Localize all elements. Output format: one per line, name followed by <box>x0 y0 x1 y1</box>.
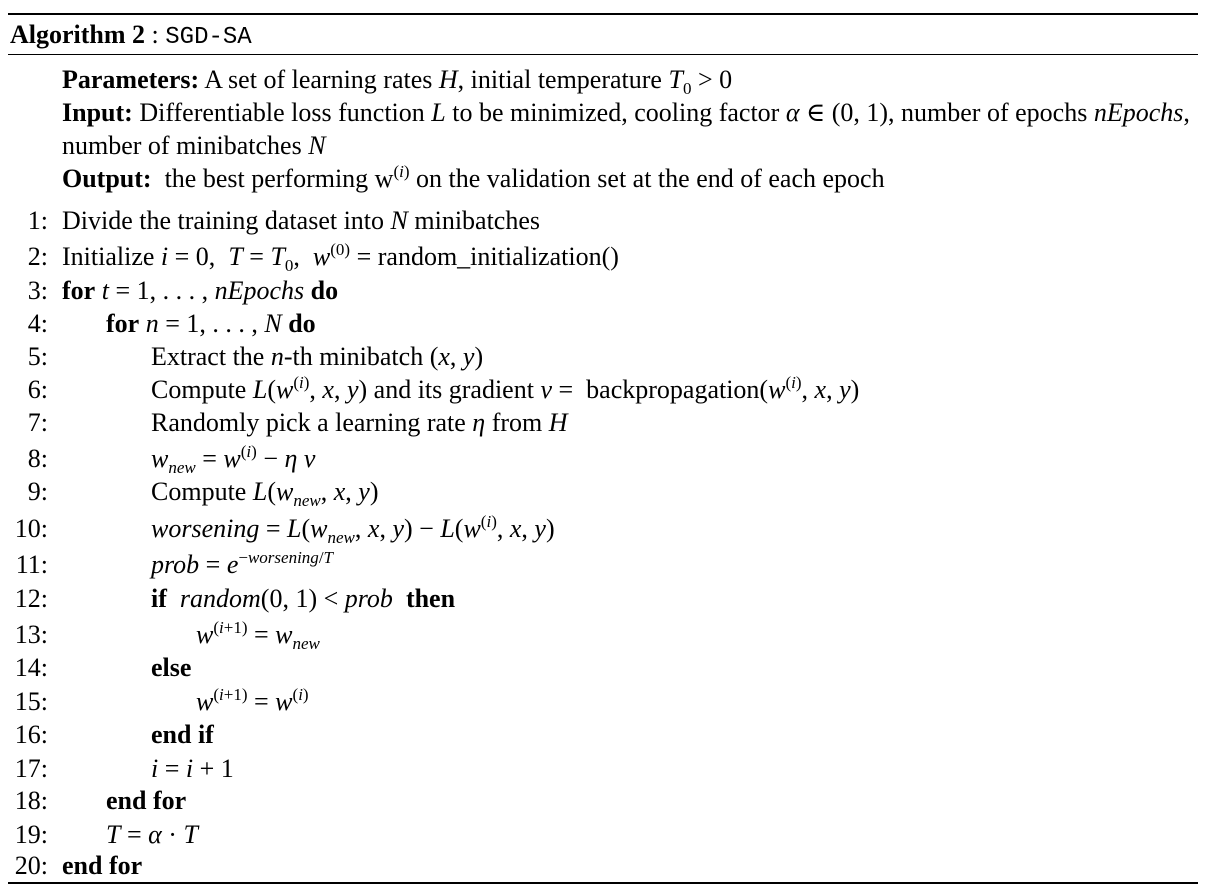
line-code: Randomly pick a learning rate η from H <box>151 408 568 437</box>
line-number: 7: <box>27 408 48 437</box>
line-number: 17: <box>14 754 48 783</box>
line-number: 19: <box>14 820 48 849</box>
algorithm-label: Algorithm 2 <box>10 20 146 49</box>
line-number: 11: <box>15 550 48 579</box>
algorithm-line <box>0 818 1222 851</box>
output-row <box>62 162 1202 195</box>
algorithm-line <box>0 442 1222 475</box>
line-number: 5: <box>27 342 48 371</box>
algorithm-header <box>62 63 1202 195</box>
algorithm-line <box>0 240 1222 273</box>
input-row <box>62 96 1202 162</box>
top-rule <box>8 13 1198 15</box>
algorithm-line <box>0 340 1222 373</box>
line-code: Divide the training dataset into N minibatches <box>62 206 541 235</box>
algorithm-line <box>0 512 1222 545</box>
algorithm-line <box>0 752 1222 785</box>
algorithm-line <box>0 685 1222 718</box>
line-number: 9: <box>27 477 48 506</box>
line-number: 8: <box>27 444 48 473</box>
algorithm-line <box>0 582 1222 615</box>
algorithm-line <box>0 307 1222 340</box>
line-number: 13: <box>14 620 48 649</box>
algorithm-line <box>0 274 1222 307</box>
line-number: 14: <box>14 653 48 682</box>
algorithm-line <box>0 651 1222 684</box>
line-number: 20: <box>14 851 48 880</box>
line-code: Extract the n-th minibatch (x, y) <box>151 342 484 371</box>
parameters-text: A set of learning rates H, initial temperature $T_0 > 0$ <box>204 65 733 98</box>
line-code: $w^{(i+1)} = w_{new}$ <box>196 618 320 653</box>
bottom-rule <box>8 882 1198 884</box>
line-number: 15: <box>14 687 48 716</box>
algorithm-line <box>0 406 1222 439</box>
line-code: worsening = $L(w_{new}$, x, $y) - L(w^{(i)}$, x, y) <box>151 512 555 547</box>
line-code: for t = 1, . . . , nEpochs do <box>62 276 339 305</box>
parameters-row <box>62 63 1202 96</box>
line-code: $w^{(i+1)} = w^{(i)}$ <box>196 685 309 716</box>
line-code: for n = 1, . . . , N do <box>106 309 316 338</box>
line-number: 16: <box>14 720 48 749</box>
line-code: if random(0, 1) < prob then <box>151 584 456 613</box>
input-text: Differentiable loss function L to be minimized, cooling factor α ∈ (0, 1), number of epochs nEpochs, number of minibatches N <box>62 98 1190 160</box>
line-code: prob = $e^{-worsening/T}$ <box>151 548 334 579</box>
input-label: Input: <box>62 98 133 127</box>
line-number: 4: <box>27 309 48 338</box>
algorithm-line <box>0 618 1222 651</box>
line-number: 10: <box>14 514 48 543</box>
line-code: $w_{new} = w^{(i)} - \eta$ v <box>151 442 316 477</box>
line-code: Compute $L(w^{(i)}$, x, y) and its gradient $v = backpropagation(w^{(i)}$, x, y) <box>151 373 860 404</box>
algorithm-line <box>0 475 1222 508</box>
parameters-label: Parameters: <box>62 65 200 94</box>
algorithm-line <box>0 849 1222 882</box>
algorithm-name: SGD-SA <box>165 24 252 51</box>
line-code: Compute $L(w_{new}$, x, y) <box>151 477 379 510</box>
algorithm-title <box>10 20 252 53</box>
title-separator: : <box>151 20 159 49</box>
algorithm-line <box>0 784 1222 817</box>
algorithm-line <box>0 548 1222 581</box>
output-label: Output: <box>62 164 152 193</box>
line-number: 1: <box>27 206 48 235</box>
line-code: end for <box>62 851 143 880</box>
line-number: 6: <box>27 375 48 404</box>
line-code: end for <box>106 786 187 815</box>
output-text: the best performing $w^{(i)}$ on the validation set at the end of each epoch <box>158 162 885 193</box>
line-code: T = α · T <box>106 820 198 849</box>
algorithm-line <box>0 373 1222 406</box>
line-number: 3: <box>27 276 48 305</box>
line-number: 18: <box>14 786 48 815</box>
line-code: i = i + 1 <box>151 754 234 783</box>
header-rule <box>8 54 1198 55</box>
algorithm-line <box>0 204 1222 237</box>
algorithm-line <box>0 718 1222 751</box>
line-code: else <box>151 653 192 682</box>
line-code: end if <box>151 720 214 749</box>
line-code: Initialize i = 0, $T = T_0$, $w^{(0)}$ = random_initialization() <box>62 240 619 275</box>
line-number: 2: <box>27 242 48 271</box>
line-number: 12: <box>14 584 48 613</box>
